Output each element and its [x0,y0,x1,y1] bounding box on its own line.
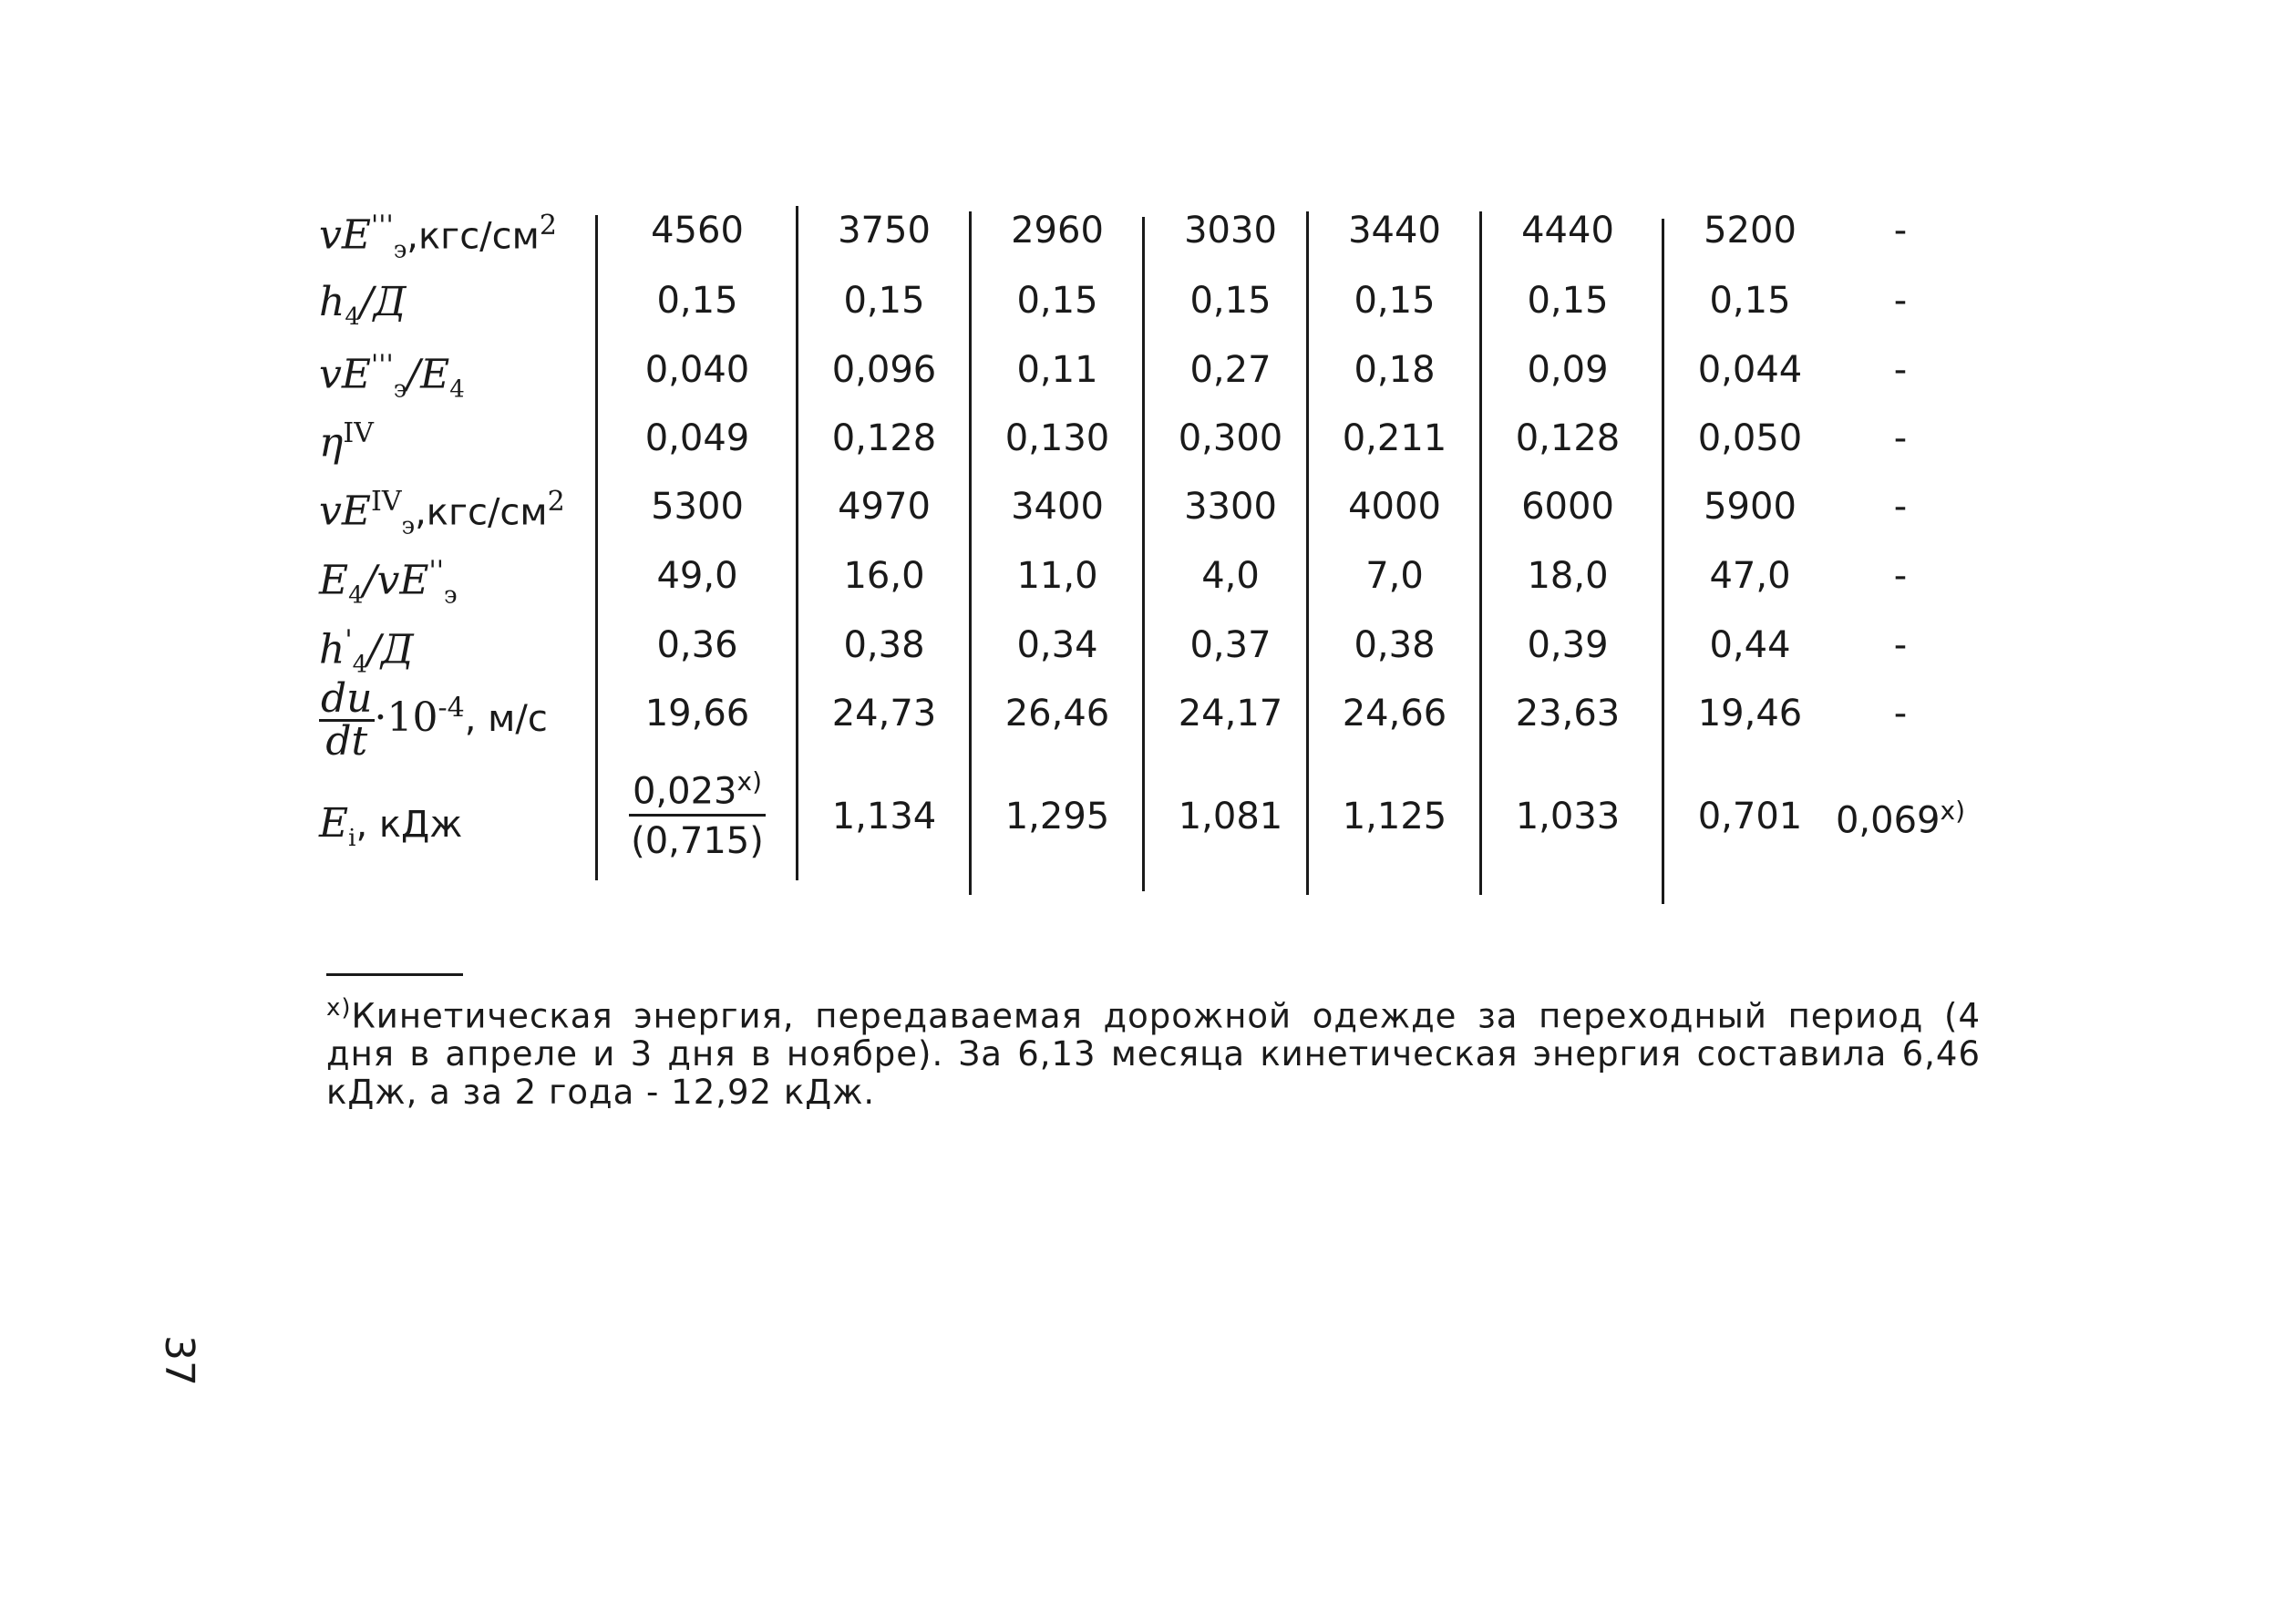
column-divider [1479,211,1482,895]
row-label: $vE'''_э,кгс/см^2$ [319,210,557,264]
table-cell: 3750 [838,210,931,252]
table-cell: 0,211 [1342,417,1447,459]
table-cell: 1,295 [1004,796,1110,837]
footnote-mark: x) [326,994,352,1022]
table-cell: 4560 [651,210,744,252]
table-cell: 0,300 [1178,417,1283,459]
column-divider [595,215,598,880]
table-cell: 7,0 [1365,555,1424,597]
table-cell: 1,081 [1178,796,1283,837]
row-label: $E_i$, кДж [319,800,463,852]
table-cell: 0,15 [1709,280,1791,322]
table-cell: 0,15 [843,280,925,322]
table-cell: 26,46 [1004,693,1110,735]
table-cell: 0,701 [1697,796,1803,837]
table-cell: 24,73 [831,693,937,735]
table-cell: 19,46 [1697,693,1803,735]
table-cell: 16,0 [843,555,925,597]
table-cell: 49,0 [656,555,738,597]
table-cell: 0,096 [831,349,937,391]
data-table [319,208,1987,900]
table-cell: 0,130 [1004,417,1110,459]
table-cell: 3440 [1348,210,1441,252]
footnote-rule [326,973,463,976]
table-cell: 0,09 [1527,349,1609,391]
table-cell: 0,34 [1016,624,1098,666]
table-cell: 0,069$^{x)}$ [1835,796,1965,842]
table-cell: 11,0 [1016,555,1098,597]
table-cell: 3300 [1184,486,1277,528]
column-divider [1142,217,1145,891]
derivative-fraction: $\frac{du}{dt}$ [321,675,373,765]
table-cell: 0,15 [1189,280,1272,322]
table-cell: 0,11 [1016,349,1098,391]
table-cell: 0,18 [1354,349,1436,391]
table-cell: 0,040 [644,349,750,391]
table-cell: 6000 [1521,486,1614,528]
table-cell: 1,134 [831,796,937,837]
table-cell: 3030 [1184,210,1277,252]
table-cell: 0,15 [1016,280,1098,322]
table-cell: 3400 [1011,486,1104,528]
row-label: $vE^{IV}_э,кгс/см^2$ [319,486,565,540]
table-cell: - [1893,693,1908,735]
table-cell: 0,39 [1527,624,1609,666]
table-cell: 24,17 [1178,693,1283,735]
table-cell: 4000 [1348,486,1441,528]
footnote [326,989,1981,1112]
column-divider [969,211,972,895]
table-cell: - [1893,280,1908,322]
table-cell: 0,38 [843,624,925,666]
table-cell: 5200 [1704,210,1797,252]
row-label: $h_4/Д$ [319,279,407,331]
row-label: $\frac{du}{dt}$ $\cdot 10^{-4}$, м/с [321,675,548,765]
table-cell: 0,128 [1515,417,1621,459]
table-cell: - [1893,555,1908,597]
table-cell: - [1893,210,1908,252]
table-cell: 4970 [838,486,931,528]
table-cell: 0,44 [1709,624,1791,666]
row-label: $\eta^{IV}$ [319,417,374,467]
column-divider [1662,219,1664,904]
table-cell: 0,38 [1354,624,1436,666]
table-cell: 0,044 [1697,349,1803,391]
table-cell: 0,27 [1189,349,1272,391]
table-cell: 0,128 [831,417,937,459]
table-cell: 0,15 [656,280,738,322]
footnote-text: Кинетическая энергия, передаваемая дорожной одежде за переходный период (4 дня в апреле и 3 дня в ноябре). За 6,13 месяца кинетическая энергия составила 6,46 кДж, а за 2 года - 12,92 кДж. [326,996,1981,1113]
row-label: $vE'''_э/E_4$ [319,349,465,404]
table-cell: 23,63 [1515,693,1621,735]
table-cell: 47,0 [1709,555,1791,597]
row-label: $E_4/vE''_э$ [319,555,458,610]
table-cell: 4,0 [1201,555,1260,597]
table-cell: 1,125 [1342,796,1447,837]
page-number: 37 [156,1335,202,1386]
table-cell: - [1893,417,1908,459]
table-cell: 0,049 [644,417,750,459]
row-label: $h'_4/Д$ [319,624,414,679]
table-cell: 0,37 [1189,624,1272,666]
table-cell: 0,050 [1697,417,1803,459]
table-cell: - [1893,486,1908,528]
table-cell: 18,0 [1527,555,1609,597]
table-cell: 5900 [1704,486,1797,528]
table-cell: 0,15 [1527,280,1609,322]
table-cell: - [1893,624,1908,666]
table-cell: 24,66 [1342,693,1447,735]
table-cell: 0,36 [656,624,738,666]
column-divider [796,206,798,880]
table-cell [602,767,793,862]
table-cell: 2960 [1011,210,1104,252]
table-cell: 5300 [651,486,744,528]
table-cell: 1,033 [1515,796,1621,837]
table-cell: 0,15 [1354,280,1436,322]
table-cell: - [1893,349,1908,391]
energy-fraction: $\frac{0,023^{x)}}{(0,715)}$ [629,767,766,862]
table-cell: 19,66 [644,693,750,735]
table-cell: 4440 [1521,210,1614,252]
